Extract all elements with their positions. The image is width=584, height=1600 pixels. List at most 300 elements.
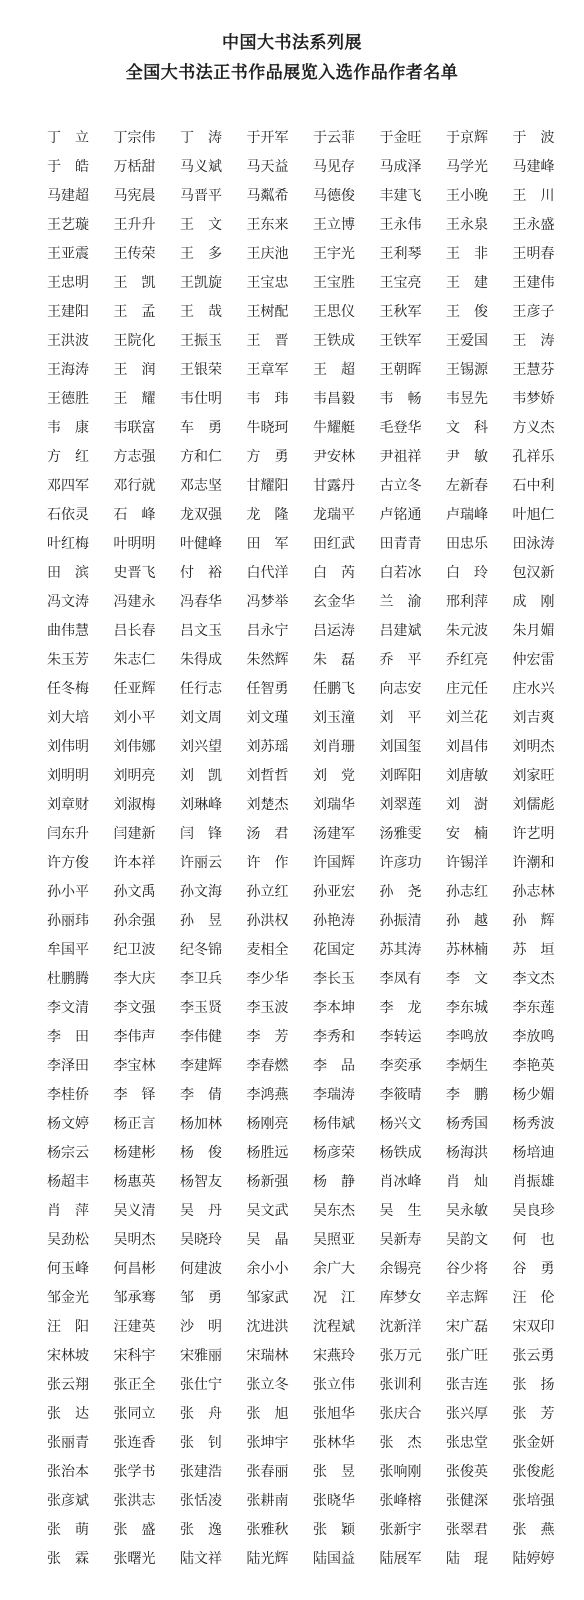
author-name: 杨智友 — [180, 1174, 222, 1190]
name-row — [35, 298, 555, 327]
author-name: 安 楠 — [446, 826, 488, 842]
author-name: 杨彦荣 — [313, 1145, 355, 1161]
author-name: 王锡源 — [446, 362, 488, 378]
author-name: 许丽云 — [180, 855, 222, 871]
author-name: 叶红梅 — [47, 536, 89, 552]
author-name: 邹家武 — [246, 1290, 289, 1306]
author-name: 孙余强 — [113, 913, 156, 929]
author-name: 张 舟 — [180, 1406, 222, 1422]
author-name: 刘明亮 — [113, 768, 156, 784]
author-name: 庄元任 — [446, 681, 488, 697]
author-name: 冯建永 — [113, 594, 156, 610]
author-name: 李转运 — [379, 1029, 422, 1045]
author-name: 王东来 — [246, 217, 289, 233]
author-name: 王 多 — [180, 246, 222, 262]
author-name: 宋瑞林 — [246, 1348, 289, 1364]
name-row — [35, 820, 555, 849]
author-name: 李 品 — [313, 1058, 355, 1074]
name-row — [35, 124, 555, 153]
author-name: 纪冬锦 — [180, 942, 222, 958]
author-name: 杨刚亮 — [246, 1116, 289, 1132]
author-name: 玄金华 — [313, 594, 355, 610]
author-name: 许本祥 — [113, 855, 156, 871]
author-name: 张庆合 — [379, 1406, 422, 1422]
author-name: 王章军 — [246, 362, 289, 378]
author-name: 吴晓玲 — [180, 1232, 222, 1248]
author-name: 张耕南 — [246, 1493, 289, 1509]
author-name: 方 红 — [47, 449, 89, 465]
author-name: 朱月媚 — [512, 623, 555, 639]
title-block — [0, 28, 584, 88]
author-name: 刘兰花 — [446, 710, 488, 726]
author-name: 张培强 — [512, 1493, 555, 1509]
author-name: 王铁成 — [313, 333, 355, 349]
author-name: 乔红亮 — [446, 652, 488, 668]
author-name: 孙艳涛 — [313, 913, 355, 929]
author-name: 张治本 — [47, 1464, 89, 1480]
author-name: 杨 俊 — [180, 1145, 222, 1161]
author-name: 方 勇 — [246, 449, 289, 465]
author-name: 刘瑞华 — [313, 797, 355, 813]
author-name: 万栝甜 — [113, 159, 156, 175]
author-name: 张 昱 — [313, 1464, 355, 1480]
author-name: 吴义清 — [113, 1203, 156, 1219]
author-name: 沈新洋 — [379, 1319, 422, 1335]
author-name: 闫 锋 — [180, 826, 222, 842]
author-name: 韦 玮 — [246, 391, 289, 407]
author-name: 王 耀 — [113, 391, 156, 407]
author-name: 王永伟 — [379, 217, 422, 233]
name-row — [35, 1110, 555, 1139]
author-name: 朱志仁 — [113, 652, 156, 668]
author-name: 甘露丹 — [313, 478, 355, 494]
author-name: 张俊彪 — [512, 1464, 555, 1480]
author-name: 白若冰 — [379, 565, 422, 581]
name-row — [35, 559, 555, 588]
author-name: 张立冬 — [246, 1377, 289, 1393]
author-name: 龙 隆 — [246, 507, 289, 523]
author-name: 邢利萍 — [446, 594, 488, 610]
author-name: 邹金光 — [47, 1290, 89, 1306]
author-name: 李鸿燕 — [246, 1087, 289, 1103]
author-name: 朱玉芳 — [47, 652, 89, 668]
author-name: 许国辉 — [313, 855, 355, 871]
author-name: 刘楚杰 — [246, 797, 289, 813]
author-name: 张 燕 — [512, 1522, 555, 1538]
author-name: 牟国平 — [47, 942, 89, 958]
author-name: 李东城 — [446, 1000, 488, 1016]
author-name: 孙 辉 — [512, 913, 555, 929]
author-name: 汪 伦 — [512, 1290, 555, 1306]
author-name: 张学书 — [113, 1464, 156, 1480]
author-name: 杨兴文 — [379, 1116, 422, 1132]
author-name: 许潮和 — [512, 855, 555, 871]
author-name: 王振玉 — [180, 333, 222, 349]
author-name: 田 军 — [246, 536, 289, 552]
name-row — [35, 1023, 555, 1052]
name-row — [35, 1429, 555, 1458]
author-name: 王忠明 — [47, 275, 89, 291]
author-name: 沈进洪 — [246, 1319, 289, 1335]
author-name: 马宪晨 — [113, 188, 156, 204]
author-name: 吴文武 — [246, 1203, 289, 1219]
author-name: 杨正言 — [113, 1116, 156, 1132]
author-name: 李艳英 — [512, 1058, 555, 1074]
author-name: 尹 敏 — [446, 449, 488, 465]
author-name: 沙 明 — [180, 1319, 222, 1335]
author-name: 吴 生 — [379, 1203, 422, 1219]
author-name: 宋雅丽 — [180, 1348, 222, 1364]
name-row — [35, 1226, 555, 1255]
author-name: 王利琴 — [379, 246, 422, 262]
author-name: 李 鹏 — [446, 1087, 488, 1103]
author-name: 余小小 — [246, 1261, 289, 1277]
author-name: 朱 磊 — [313, 652, 355, 668]
author-name: 张建浩 — [180, 1464, 222, 1480]
author-name: 陆婷婷 — [512, 1551, 555, 1567]
author-name: 杜鹏腾 — [47, 971, 89, 987]
author-name: 王 非 — [446, 246, 488, 262]
author-name: 任亚辉 — [113, 681, 156, 697]
author-name: 孙文海 — [180, 884, 222, 900]
author-name: 马建峰 — [512, 159, 555, 175]
author-name: 王 晋 — [246, 333, 289, 349]
author-name: 王 俊 — [446, 304, 488, 320]
author-name: 朱元波 — [446, 623, 488, 639]
author-name: 刘家旺 — [512, 768, 555, 784]
author-name: 张连香 — [113, 1435, 156, 1451]
author-name: 张晓华 — [313, 1493, 355, 1509]
author-name: 李建辉 — [180, 1058, 222, 1074]
author-name: 刘明明 — [47, 768, 89, 784]
author-name: 张春丽 — [246, 1464, 289, 1480]
author-name: 刘伟明 — [47, 739, 89, 755]
author-name: 王树配 — [246, 304, 289, 320]
author-name: 杨少媚 — [512, 1087, 555, 1103]
author-name: 王宇光 — [313, 246, 355, 262]
author-name: 石中利 — [512, 478, 555, 494]
author-name: 韦 康 — [47, 420, 89, 436]
author-name: 汤建军 — [313, 826, 355, 842]
author-name: 张雅秋 — [246, 1522, 289, 1538]
name-row — [35, 472, 555, 501]
author-name: 刘明杰 — [512, 739, 555, 755]
author-name: 吕长春 — [113, 623, 156, 639]
author-name: 闫东升 — [47, 826, 89, 842]
author-name: 杨胜远 — [246, 1145, 289, 1161]
author-name: 马德俊 — [313, 188, 355, 204]
name-row — [35, 1197, 555, 1226]
author-name: 白 芮 — [313, 565, 355, 581]
author-name: 许艺明 — [512, 826, 555, 842]
author-name: 刘儒彪 — [512, 797, 555, 813]
author-name: 吴永敏 — [446, 1203, 488, 1219]
author-name: 冯春华 — [180, 594, 222, 610]
name-row — [35, 240, 555, 269]
name-row — [35, 1052, 555, 1081]
name-row — [35, 849, 555, 878]
author-name: 肖 萍 — [47, 1203, 89, 1219]
name-row — [35, 327, 555, 356]
author-name: 石 峰 — [113, 507, 156, 523]
author-name: 张旭华 — [313, 1406, 355, 1422]
author-name: 苏林楠 — [446, 942, 488, 958]
author-name: 王建伟 — [512, 275, 555, 291]
author-name: 刘晖阳 — [379, 768, 422, 784]
author-name: 吕文玉 — [180, 623, 222, 639]
author-name: 杨建彬 — [113, 1145, 156, 1161]
author-name: 杨秀国 — [446, 1116, 488, 1132]
name-row — [35, 1371, 555, 1400]
author-name: 邓志坚 — [180, 478, 222, 494]
author-name: 张 逸 — [180, 1522, 222, 1538]
author-name: 何建波 — [180, 1261, 222, 1277]
author-name: 王朝晖 — [379, 362, 422, 378]
author-name: 刘肖珊 — [313, 739, 355, 755]
author-name: 仲宏雷 — [512, 652, 555, 668]
author-name: 田 滨 — [47, 565, 89, 581]
author-name: 王小晚 — [446, 188, 488, 204]
author-name: 田青青 — [379, 536, 422, 552]
author-name: 张彦斌 — [47, 1493, 89, 1509]
author-name: 杨文婷 — [47, 1116, 89, 1132]
name-row — [35, 733, 555, 762]
author-name: 甘耀阳 — [246, 478, 289, 494]
author-name: 李玉波 — [246, 1000, 289, 1016]
author-name: 刘 党 — [313, 768, 355, 784]
author-name: 方义杰 — [512, 420, 555, 436]
author-name: 王升升 — [113, 217, 156, 233]
author-name: 肖 灿 — [446, 1174, 488, 1190]
author-name: 王秋军 — [379, 304, 422, 320]
author-name: 车 勇 — [180, 420, 222, 436]
author-name: 刘章财 — [47, 797, 89, 813]
author-name: 李春燃 — [246, 1058, 289, 1074]
author-name: 任鹏飞 — [313, 681, 355, 697]
author-name: 龙双强 — [180, 507, 222, 523]
author-name: 李伟健 — [180, 1029, 222, 1045]
author-name: 任冬梅 — [47, 681, 89, 697]
name-row — [35, 646, 555, 675]
author-name: 李 铎 — [113, 1087, 156, 1103]
author-name: 叶健峰 — [180, 536, 222, 552]
author-name: 王爱国 — [446, 333, 488, 349]
name-row — [35, 1168, 555, 1197]
author-name: 王 涛 — [512, 333, 555, 349]
author-name: 尹祖祥 — [379, 449, 422, 465]
author-name: 马见存 — [313, 159, 355, 175]
author-name: 张同立 — [113, 1406, 156, 1422]
author-name: 张健深 — [446, 1493, 488, 1509]
name-row — [35, 356, 555, 385]
author-name: 兰 渝 — [379, 594, 422, 610]
author-name: 杨加林 — [180, 1116, 222, 1132]
author-name: 张金妍 — [512, 1435, 555, 1451]
name-row — [35, 443, 555, 472]
author-name: 张兴厚 — [446, 1406, 488, 1422]
author-name: 汪建英 — [113, 1319, 156, 1335]
author-name: 丁 涛 — [180, 130, 222, 146]
author-name: 王德胜 — [47, 391, 89, 407]
author-name: 刘唐敏 — [446, 768, 488, 784]
author-name: 陆展军 — [379, 1551, 422, 1567]
author-name: 韦联富 — [113, 420, 156, 436]
author-name: 张 盛 — [113, 1522, 156, 1538]
author-name: 杨宗云 — [47, 1145, 89, 1161]
author-name: 包汉新 — [512, 565, 555, 581]
author-name: 宋双印 — [512, 1319, 555, 1335]
name-row — [35, 414, 555, 443]
name-row — [35, 182, 555, 211]
author-name: 张 钊 — [180, 1435, 222, 1451]
author-name: 杨新强 — [246, 1174, 289, 1190]
author-name: 李东莲 — [512, 1000, 555, 1016]
author-name: 乔 平 — [379, 652, 422, 668]
author-name: 吴 晶 — [246, 1232, 289, 1248]
author-name: 王凯旋 — [180, 275, 222, 291]
name-row — [35, 791, 555, 820]
author-name: 古立冬 — [379, 478, 422, 494]
author-name: 马建超 — [47, 188, 89, 204]
author-name: 杨惠英 — [113, 1174, 156, 1190]
author-name: 刘玉潼 — [313, 710, 355, 726]
author-name: 白 玲 — [446, 565, 488, 581]
author-name: 王宝亮 — [379, 275, 422, 291]
author-name: 王立博 — [313, 217, 355, 233]
name-row — [35, 1516, 555, 1545]
author-name: 张 霖 — [47, 1551, 89, 1567]
author-name: 刘翠莲 — [379, 797, 422, 813]
author-name: 吴新寿 — [379, 1232, 422, 1248]
author-name: 孙 昱 — [180, 913, 222, 929]
author-name: 李 文 — [446, 971, 488, 987]
author-name: 刘国玺 — [379, 739, 422, 755]
author-name: 卢瑞峰 — [446, 507, 488, 523]
author-name: 李桂侨 — [47, 1087, 89, 1103]
author-name: 李奕承 — [379, 1058, 422, 1074]
author-name: 于京辉 — [446, 130, 488, 146]
author-name: 吕运涛 — [313, 623, 355, 639]
author-name: 朱得成 — [180, 652, 222, 668]
author-name: 杨超丰 — [47, 1174, 89, 1190]
author-name: 陆光辉 — [246, 1551, 289, 1567]
author-name: 王建阳 — [47, 304, 89, 320]
author-name: 张峰榕 — [379, 1493, 422, 1509]
author-name: 王明春 — [512, 246, 555, 262]
author-name: 王 润 — [113, 362, 156, 378]
author-name: 张正全 — [113, 1377, 156, 1393]
name-row — [35, 1284, 555, 1313]
author-name: 邹承骞 — [113, 1290, 156, 1306]
author-name: 张 颖 — [313, 1522, 355, 1538]
author-name: 张丽青 — [47, 1435, 89, 1451]
author-name: 李少华 — [246, 971, 289, 987]
author-name: 刘大培 — [47, 710, 89, 726]
author-name: 向志安 — [379, 681, 422, 697]
author-name: 王 川 — [512, 188, 555, 204]
author-name: 张吉连 — [446, 1377, 488, 1393]
author-name: 刘昌伟 — [446, 739, 488, 755]
author-name: 邓四军 — [47, 478, 89, 494]
author-name: 于云菲 — [313, 130, 355, 146]
author-name: 于开军 — [246, 130, 289, 146]
author-name: 尹安林 — [313, 449, 355, 465]
name-row — [35, 762, 555, 791]
author-name: 孙小平 — [47, 884, 89, 900]
author-name: 何 也 — [512, 1232, 555, 1248]
author-name: 曲伟慧 — [47, 623, 89, 639]
author-name: 何玉峰 — [47, 1261, 89, 1277]
author-name: 王宝胜 — [313, 275, 355, 291]
author-name: 龙瑞平 — [313, 507, 355, 523]
name-row — [35, 936, 555, 965]
author-name: 肖振雄 — [512, 1174, 555, 1190]
author-name: 朱然辉 — [246, 652, 289, 668]
author-name: 吕永宁 — [246, 623, 289, 639]
author-name: 牛耀艇 — [313, 420, 355, 436]
author-name: 李文杰 — [512, 971, 555, 987]
author-name: 刘苏瑶 — [246, 739, 289, 755]
author-name: 任行志 — [180, 681, 222, 697]
name-row — [35, 1255, 555, 1284]
author-name: 张云翔 — [47, 1377, 89, 1393]
author-name: 李卫兵 — [180, 971, 222, 987]
author-name: 冯梦举 — [246, 594, 289, 610]
author-name: 库梦女 — [379, 1290, 422, 1306]
author-name: 刘淑梅 — [113, 797, 156, 813]
author-name: 肖冰峰 — [379, 1174, 422, 1190]
author-name: 花国定 — [313, 942, 355, 958]
author-name: 马成泽 — [379, 159, 422, 175]
document-title: 中国大书法系列展 — [222, 33, 362, 53]
author-name: 于 波 — [512, 130, 555, 146]
name-row — [35, 617, 555, 646]
author-name: 左新春 — [446, 478, 488, 494]
author-name: 任智勇 — [246, 681, 289, 697]
author-name: 韦仕明 — [180, 391, 222, 407]
author-name: 杨秀波 — [512, 1116, 555, 1132]
author-name: 韦昌毅 — [313, 391, 355, 407]
author-name: 沈程斌 — [313, 1319, 355, 1335]
name-row — [35, 1081, 555, 1110]
author-name: 闫建新 — [113, 826, 156, 842]
author-name: 李文强 — [113, 1000, 156, 1016]
author-name: 韦昱先 — [446, 391, 488, 407]
author-name: 张广旺 — [446, 1348, 488, 1364]
author-name: 宋科宇 — [113, 1348, 156, 1364]
author-name: 白代洋 — [246, 565, 289, 581]
author-name: 丰建飞 — [379, 188, 422, 204]
author-name: 石依灵 — [47, 507, 89, 523]
author-name: 张 芳 — [512, 1406, 555, 1422]
author-name: 李伟声 — [113, 1029, 156, 1045]
name-row — [35, 1313, 555, 1342]
author-name: 冯文涛 — [47, 594, 89, 610]
author-name: 宋广磊 — [446, 1319, 488, 1335]
document-subtitle: 全国大书法正书作品展览入选作品作者名单 — [125, 63, 459, 83]
author-name: 刘文周 — [180, 710, 222, 726]
author-name: 王银荣 — [180, 362, 222, 378]
author-name: 邹 勇 — [180, 1290, 222, 1306]
author-name: 毛登华 — [379, 420, 422, 436]
author-name: 韦 畅 — [379, 391, 422, 407]
author-name: 王 超 — [313, 362, 355, 378]
author-name: 于 皓 — [47, 159, 89, 175]
author-name: 韦梦娇 — [512, 391, 555, 407]
author-name: 宋林坡 — [47, 1348, 89, 1364]
author-name: 孙 越 — [446, 913, 488, 929]
author-name: 刘兴望 — [180, 739, 222, 755]
